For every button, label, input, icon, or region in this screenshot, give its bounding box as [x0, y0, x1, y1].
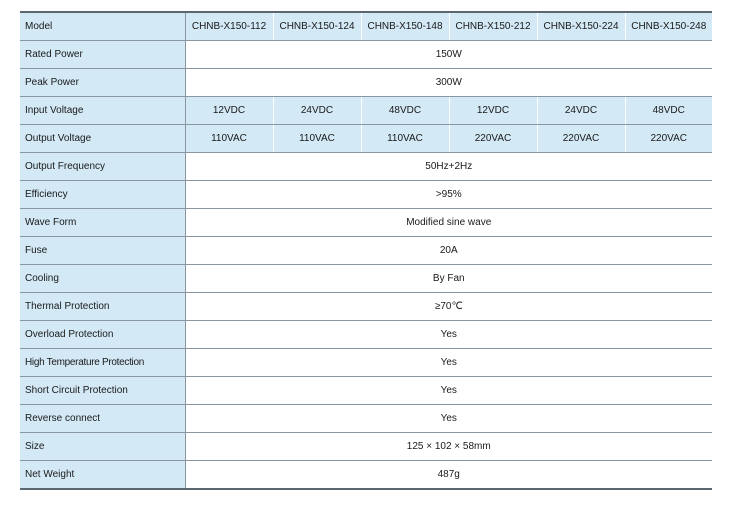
model-label: Model: [20, 12, 185, 41]
row-value: Modified sine wave: [185, 209, 712, 237]
row-label: Overload Protection: [20, 321, 185, 349]
model-name: CHNB-X150-148: [361, 12, 449, 41]
table-row: [20, 265, 712, 293]
row-value: 110VAC: [273, 125, 361, 153]
row-label: Net Weight: [20, 461, 185, 490]
table-row: [20, 321, 712, 349]
row-label: Rated Power: [20, 41, 185, 69]
row-label: Output Frequency: [20, 153, 185, 181]
row-label: Reverse connect: [20, 405, 185, 433]
table-row: [20, 377, 712, 405]
row-value: 110VAC: [361, 125, 449, 153]
row-value: >95%: [185, 181, 712, 209]
table-row: [20, 69, 712, 97]
row-value: 20A: [185, 237, 712, 265]
row-value: 12VDC: [449, 97, 537, 125]
model-name: CHNB-X150-224: [537, 12, 625, 41]
row-label: Efficiency: [20, 181, 185, 209]
row-value: 150W: [185, 41, 712, 69]
row-label: Fuse: [20, 237, 185, 265]
row-value: 48VDC: [361, 97, 449, 125]
model-name: CHNB-X150-212: [449, 12, 537, 41]
row-value: 50Hz+2Hz: [185, 153, 712, 181]
row-value: 48VDC: [625, 97, 712, 125]
model-name: CHNB-X150-112: [185, 12, 273, 41]
table-row: [20, 97, 712, 125]
table-row: [20, 237, 712, 265]
row-label: Input Voltage: [20, 97, 185, 125]
model-name: CHNB-X150-248: [625, 12, 712, 41]
row-value: Yes: [185, 405, 712, 433]
row-value: 110VAC: [185, 125, 273, 153]
row-value: 487g: [185, 461, 712, 490]
row-value: 125 × 102 × 58mm: [185, 433, 712, 461]
spec-table: [20, 11, 712, 490]
row-value: By Fan: [185, 265, 712, 293]
row-label: Wave Form: [20, 209, 185, 237]
row-value: ≥70℃: [185, 293, 712, 321]
row-value: 24VDC: [273, 97, 361, 125]
table-row: [20, 209, 712, 237]
row-value: 300W: [185, 69, 712, 97]
row-value: 220VAC: [625, 125, 712, 153]
row-label: Output Voltage: [20, 125, 185, 153]
table-row: [20, 41, 712, 69]
row-value: 220VAC: [449, 125, 537, 153]
table-row: [20, 433, 712, 461]
table-row: [20, 293, 712, 321]
row-label: Short Circuit Protection: [20, 377, 185, 405]
table-row: [20, 461, 712, 490]
row-label: High Temperature Protection: [20, 349, 185, 377]
row-label: Thermal Protection: [20, 293, 185, 321]
model-name: CHNB-X150-124: [273, 12, 361, 41]
table-row: [20, 125, 712, 153]
row-value: Yes: [185, 377, 712, 405]
table-row: [20, 181, 712, 209]
row-label: Peak Power: [20, 69, 185, 97]
header-row: [20, 12, 712, 41]
table-row: [20, 153, 712, 181]
row-value: 24VDC: [537, 97, 625, 125]
row-value: Yes: [185, 321, 712, 349]
row-value: 12VDC: [185, 97, 273, 125]
table-row: [20, 349, 712, 377]
row-label: Size: [20, 433, 185, 461]
row-label: Cooling: [20, 265, 185, 293]
row-value: Yes: [185, 349, 712, 377]
table-row: [20, 405, 712, 433]
row-value: 220VAC: [537, 125, 625, 153]
